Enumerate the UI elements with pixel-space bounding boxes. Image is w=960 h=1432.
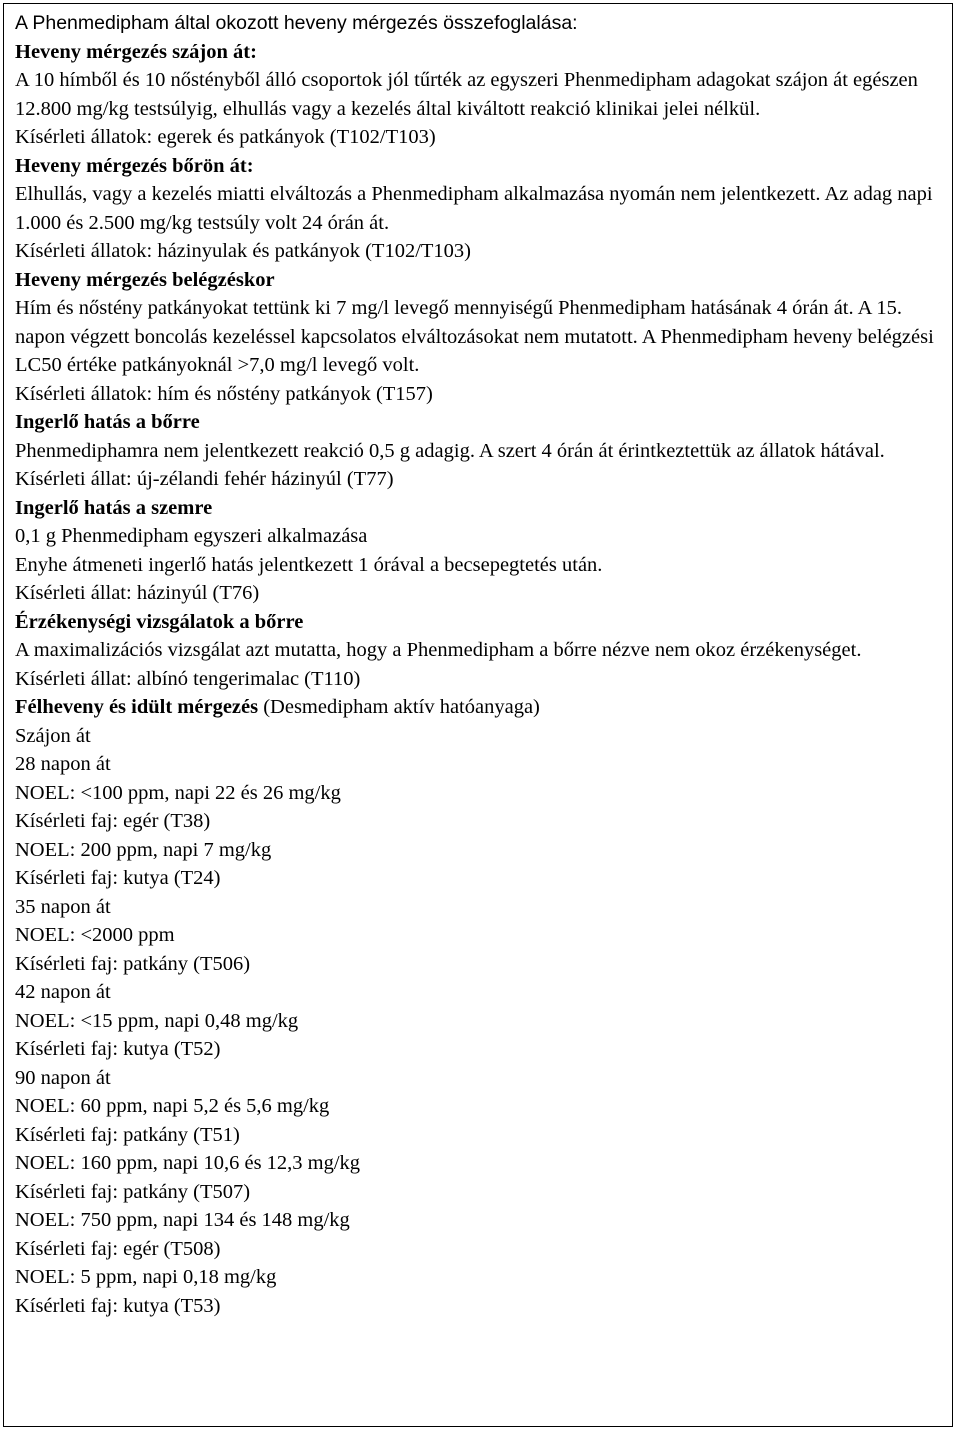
paragraph: Kísérleti faj: kutya (T24) xyxy=(15,867,221,889)
section-heading-with-note xyxy=(15,693,945,722)
section-heading: Heveny mérgezés bőrön át: xyxy=(15,154,254,177)
paragraph: Kísérleti faj: patkány (T507) xyxy=(15,1180,251,1203)
paragraph: Szájon át xyxy=(15,724,91,747)
paragraph: Kísérleti faj: egér (T508) xyxy=(15,1237,221,1260)
section-heading-note: (Desmedipham aktív hatóanyaga) xyxy=(258,696,540,718)
paragraph: Kísérleti állatok: egerek és patkányok (T102/T103) xyxy=(15,126,436,148)
paragraph: NOEL: 5 ppm, napi 0,18 mg/kg xyxy=(15,1266,277,1288)
paragraph: Kísérleti faj: egér (T38) xyxy=(15,810,211,832)
paragraph: Kísérleti állatok: hím és nőstény patkányok (T157) xyxy=(15,382,433,405)
section-heading: Heveny mérgezés szájon át: xyxy=(15,40,257,63)
paragraph: Kísérleti állatok: házinyulak és patkányok (T102/T103) xyxy=(15,240,471,262)
paragraph: NOEL: <15 ppm, napi 0,48 mg/kg xyxy=(15,1009,299,1032)
section-heading: Érzékenységi vizsgálatok a bőrre xyxy=(15,610,304,633)
paragraph: Kísérleti faj: patkány (T51) xyxy=(15,1123,240,1146)
paragraph: NOEL: <2000 ppm xyxy=(15,924,175,946)
document-body xyxy=(15,9,945,1320)
paragraph: Hím és nőstény patkányokat tettünk ki 7 mg/l levegő mennyiségű Phenmedipham hatásának 4 órán át. A 15. napon végzett boncolás kezeléssel kapcsolatos elváltozásokat nem mutatott. A Phenmedipham heveny belégzési LC50 értéke patkányoknál >7,0 mg/l levegő volt. xyxy=(15,297,934,376)
section-heading: Félheveny és idült mérgezés xyxy=(15,696,259,718)
paragraph: 90 napon át xyxy=(15,1066,111,1089)
paragraph: Kísérleti állat: házinyúl (T76) xyxy=(15,582,260,604)
paragraph: 42 napon át xyxy=(15,981,111,1003)
paragraph: Kísérleti faj: patkány (T506) xyxy=(15,952,251,975)
paragraph: A maximalizációs vizsgálat azt mutatta, hogy a Phenmedipham a bőrre nézve nem okoz érzékenységet. xyxy=(15,639,862,661)
document-title: A Phenmedipham által okozott heveny mérgezés összefoglalása: xyxy=(15,12,578,34)
paragraph: 0,1 g Phenmedipham egyszeri alkalmazása xyxy=(15,525,368,547)
document-frame xyxy=(3,3,953,1427)
paragraph: NOEL: 750 ppm, napi 134 és 148 mg/kg xyxy=(15,1209,350,1231)
paragraph: Phenmediphamra nem jelentkezett reakció 0,5 g adagig. A szert 4 órán át érintkeztettük az állatok hátával. xyxy=(15,439,885,462)
paragraph: NOEL: 160 ppm, napi 10,6 és 12,3 mg/kg xyxy=(15,1152,361,1174)
section-heading: Ingerlő hatás a szemre xyxy=(15,496,213,519)
paragraph: Kísérleti állat: új-zélandi fehér házinyúl (T77) xyxy=(15,468,394,490)
paragraph: 35 napon át xyxy=(15,895,111,918)
section-heading: Ingerlő hatás a bőrre xyxy=(15,411,200,433)
paragraph: 28 napon át xyxy=(15,753,111,775)
section-heading: Heveny mérgezés belégzéskor xyxy=(15,268,275,291)
paragraph: Kísérleti faj: kutya (T53) xyxy=(15,1294,221,1317)
paragraph: Enyhe átmeneti ingerlő hatás jelentkezett 1 órával a becsepegtetés után. xyxy=(15,553,603,576)
paragraph: NOEL: 200 ppm, napi 7 mg/kg xyxy=(15,838,272,861)
paragraph: NOEL: 60 ppm, napi 5,2 és 5,6 mg/kg xyxy=(15,1095,330,1117)
paragraph: NOEL: <100 ppm, napi 22 és 26 mg/kg xyxy=(15,781,341,804)
paragraph: A 10 hímből és 10 nőstényből álló csoportok jól tűrték az egyszeri Phenmedipham adagokat szájon át egészen 12.800 mg/kg testsúlyig, elhullás vagy a kezelés által kiváltott reakció klinikai jelei nélkül. xyxy=(15,69,918,120)
paragraph: Kísérleti faj: kutya (T52) xyxy=(15,1038,221,1060)
paragraph: Elhullás, vagy a kezelés miatti elváltozás a Phenmedipham alkalmazása nyomán nem jelentkezett. Az adag napi 1.000 és 2.500 mg/kg testsúly volt 24 órán át. xyxy=(15,183,933,234)
paragraph: Kísérleti állat: albínó tengerimalac (T110) xyxy=(15,667,361,690)
